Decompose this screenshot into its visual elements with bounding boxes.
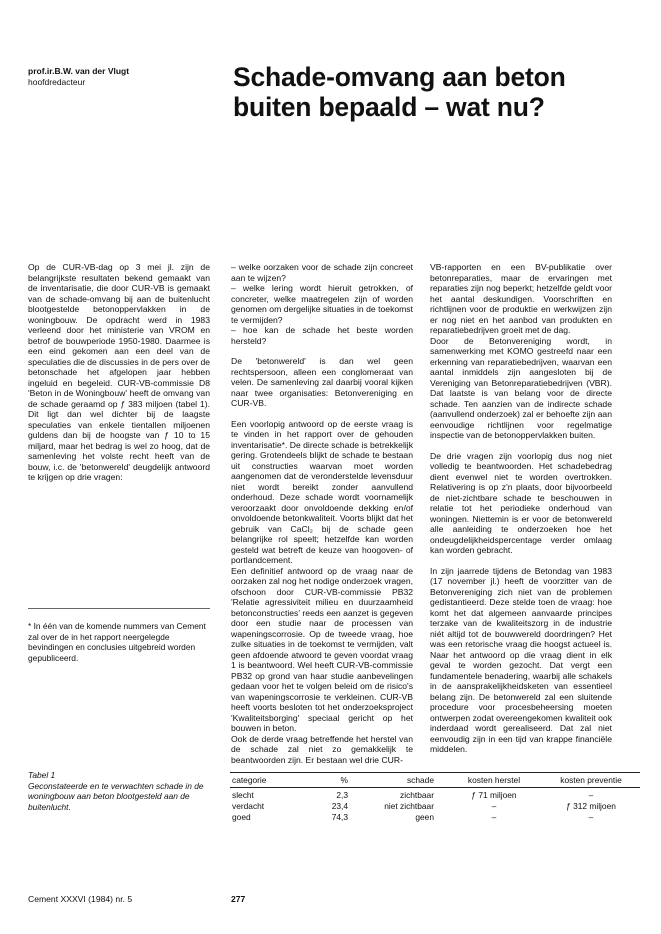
table-header-cell: kosten herstel <box>467 775 521 785</box>
table-row <box>230 801 640 812</box>
table-cell: ƒ 71 miljoen <box>471 790 517 800</box>
paragraph: VB-rapporten en een BV-publikatie over betonreparaties, maar de ervaringen met reparaties zijn nog beperkt; hetzelfde geldt voor het aantal deskundigen. Voorschriften en richtlijnen voor de produktie en werkwijzen zijn er nog niet en het aanbod van produkten en reparatiebedrijven groeit met de dag. Door de Betonvereniging wordt, in samenwerking met KOMO gestreefd naar een erkenning van reparatiebedrijven, waarvan een aantal inmiddels zijn aangesloten bij de Vereniging van Betonreparatiebedrijven (VBR). Dat laatste is van belang voor de directe schade. Ten aanzien van de indirecte schade (aanvullend onderzoek) zal er behoefte zijn aan eenvoudige richtlijnen voor regelmatige inspectie van de betonoppervlakken buiten. <box>430 262 612 440</box>
body-column-3 <box>430 262 612 765</box>
table-header-cell: categorie <box>232 775 267 785</box>
journal-footer: Cement XXXVI (1984) nr. 5 <box>28 894 133 904</box>
table-cell: geen <box>415 812 434 822</box>
table-caption: Tabel 1 Geconstateerde en te verwachten schade in de woningbouw aan beton blootgesteld aan de buitenlucht. <box>28 770 204 812</box>
table-header-row <box>230 775 640 786</box>
table-cell: slecht <box>232 790 254 800</box>
paragraph: In zijn jaarrede tijdens de Betondag van 1983 (17 november jl.) heeft de voorzitter van de Betonvereniging zich niet van de problemen gedistantieerd. Deze stelde toen de vraag: hoe komt het dat algemeen aanvaarde principes terzake van de kwaliteitszorg in de industrie niét altijd tot de bouwwereld doordringen? Het was een retorische vraag die hoogst actueel is. Naar het antwoord op die vraag dient in elk geval te worden gezocht. Dat vergt een fundamentele benadering, waarbij alle schakels in de aansprakelijkheidsketen van essentieel belang zijn. De betonwereld zal een sluitende procedure voor procesbeheersing moeten ontwerpen zodat overeengekomen kwaliteit ook inderdaad wordt gerealiseerd. Dat zal niet eenvoudig zijn in een tijd van krappe financiële middelen. <box>430 565 612 754</box>
table-cell: verdacht <box>232 801 265 811</box>
table-rule-top <box>230 772 640 773</box>
table-cell: – <box>588 790 594 800</box>
paragraph: – welke oorzaken voor de schade zijn concreet aan te wijzen? – welke lering wordt hieruit getrokken, of concreter, welke maatregelen zijn of worden genomen om dergelijke situaties in de toekomst te vermijden? – hoe kan de schade het beste worden hersteld? <box>231 262 413 346</box>
page-number: 277 <box>231 894 246 904</box>
table-cell: zichtbaar <box>400 790 434 800</box>
table-cell: – <box>491 812 497 822</box>
table-header-cell: schade <box>406 775 434 785</box>
table-cell: 2,3 <box>336 790 348 800</box>
author-name: prof.ir.B.W. van der Vlugt <box>28 66 130 76</box>
table-cell: goed <box>232 812 251 822</box>
table-cell: – <box>491 801 497 811</box>
paragraph: Op de CUR-VB-dag op 3 mei jl. zijn de belangrijkste resultaten bekend gemaakt van de inventarisatie, die door CUR-VB is gemaakt van de schade-omvang bij aan de buitenlucht blootgestelde betonoppervlakken in de woningbouw. De opdracht werd in 1983 verleend door het ministerie van VROM en betrof de bouwperiode 1950-1980. Daarmee is een eind gekomen aan een deel van de speculaties die de discussies in de pers over de betonschade het afgelopen jaar hebben ingeluid en begeleid. CUR-VB-commissie D8 'Beton in de Woningbouw' heeft de omvang van de schade geraamd op ƒ 383 miljoen (tabel 1). Dit ligt dan wel dichter bij de laagste speculaties van enkele tientallen miljoenen guldens dan bij de hoogste van ƒ 10 to 15 miljard, maar het bedrag is wel zo hoog, dat de samenleving het volste recht heeft van de bouw, i.c. de 'betonwereld' deugdelijk antwoord te krijgen op drie vragen: <box>28 262 211 482</box>
table-row <box>230 812 640 823</box>
paragraph: De drie vragen zijn voorlopig dus nog niet volledig te beantwoorden. Het schadebedrag dient evenwel niet te worden overtrokken. Relativering is op z'n plaats, door bijvoorbeeld de niet-zichtbare schade te beschouwen in relatie tot het periodieke onderhoud van woningen. Niettemin is er voor de betonwereld alle aanleiding te onderzoeken hoe het ondeugdelijkheidspercentage verder omlaag kan worden gebracht. <box>430 450 612 555</box>
author-role: hoofdredacteur <box>28 77 86 87</box>
author-block <box>28 66 129 88</box>
paragraph: Een voorlopig antwoord op de eerste vraag is te vinden in het rapport over de gehouden inventarisatie*. De directe schade is betrekkelijk gering. Grotendeels blijkt de schade te bestaan uit constructies waarvan moet worden aangenomen dat de veronderstelde levensduur niet wordt bereikt zonder aanvullend onderhoud. Deze schade wordt voornamelijk veroorzaakt door onvoldoende dekking en/of onvoldoende betonkwaliteit. Voorts blijkt dat het gebruik van CaCl₂ bij de schade geen belangrijke rol speelt; hetzelfde kan worden gesteld wat betreft de keuze van hoogoven- of portlandcement. Een definitief antwoord op de vraag naar de oorzaken zal nog het nodige onderzoek vragen, ofschoon door CUR-VB-commissie PB32 'Relatie agressiviteit milieu en duurzaamheid betonconstructies' reeds een aanzet is gegeven door een studie naar de processen van wapeningscorrosie. Op de tweede vraag, hoe zulke situaties in de toekomst te vermijden, valt geen afdoende atwoord te geven voordat vraag 1 is beantwoord. Wel heeft CUR-VB-commissie PB32 op grond van haar studie aanbevelingen gedaan voor het te volgen beleid om de risico's van wapeningscorrosie te verkleinen. CUR-VB heeft voorts besloten tot het onderzoeksproject 'Kwaliteitsborging' speciaal gericht op het bouwen in beton. Ook de derde vraag betreffende het herstel van de schade zal niet zo gemakkelijk te beantwoorden zijn. Er bestaan wel drie CUR- <box>231 418 413 765</box>
body-column-2 <box>231 262 413 775</box>
paragraph: De 'betonwereld' is dan wel geen rechtspersoon, alleen een conglomeraat van velen. De samenleving zal daarbij vooral kijken naar twee organisaties: Betonvereniging en CUR-VB. <box>231 356 413 408</box>
table-cell: – <box>588 812 594 822</box>
table-header-cell: kosten preventie <box>560 775 622 785</box>
table-cell: 74,3 <box>331 812 348 822</box>
footnote: * In één van de komende nummers van Cement zal over de in het rapport neergelegde bevindingen en conclusies uitgebreid worden gepubliceerd. <box>28 621 206 663</box>
table-cell: niet zichtbaar <box>384 801 434 811</box>
body-column-1 <box>28 262 210 493</box>
footnote-divider <box>28 608 210 609</box>
table-rule-header <box>230 787 640 788</box>
headline <box>233 62 633 122</box>
headline-line-2: buiten bepaald – wat nu? <box>233 92 545 122</box>
table-row <box>230 790 640 801</box>
headline-line-1: Schade-omvang aan beton <box>233 62 566 92</box>
table-cell: ƒ 312 miljoen <box>566 801 616 811</box>
table-header-cell: % <box>340 775 348 785</box>
table-cell: 23,4 <box>331 801 348 811</box>
